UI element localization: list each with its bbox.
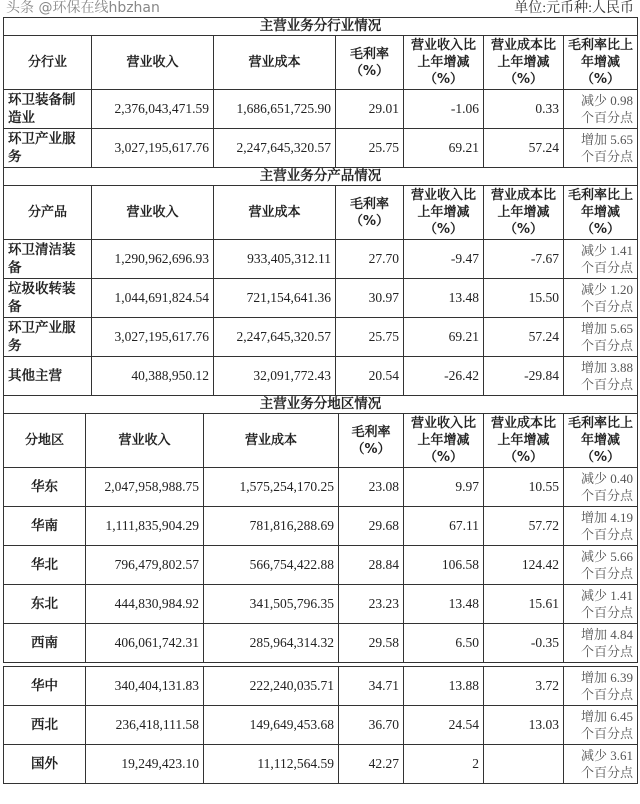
- revenue-cell: 3,027,195,617.76: [92, 318, 214, 357]
- column-header: 营业收入: [86, 414, 204, 468]
- revenue-cell: 236,418,111.58: [86, 706, 204, 745]
- cost-change-cell: 57.72: [484, 507, 564, 546]
- cost-change-cell: 124.42: [484, 546, 564, 585]
- margin-change-cell: 减少 5.66 个百分点: [564, 546, 638, 585]
- revenue-cell: 2,047,958,988.75: [86, 468, 204, 507]
- table-row: [4, 706, 638, 745]
- category-cell: 其他主营: [4, 357, 92, 396]
- revenue-cell: 444,830,984.92: [86, 585, 204, 624]
- column-header: 营业收入: [92, 186, 214, 240]
- revenue-cell: 40,388,950.12: [92, 357, 214, 396]
- cost-cell: 566,754,422.88: [204, 546, 339, 585]
- table-region: [3, 395, 638, 663]
- revenue-cell: 3,027,195,617.76: [92, 129, 214, 168]
- cost-cell: 933,405,312.11: [214, 240, 336, 279]
- gross-margin-cell: 29.01: [336, 90, 404, 129]
- cost-change-cell: 0.33: [484, 90, 564, 129]
- category-cell: 垃圾收转装备: [4, 279, 92, 318]
- category-cell: 西南: [4, 624, 86, 663]
- column-header: 营业成本: [214, 186, 336, 240]
- column-header: 营业收入比上年增减（%）: [404, 414, 484, 468]
- table-row: [4, 357, 638, 396]
- cost-cell: 1,575,254,170.25: [204, 468, 339, 507]
- column-header: 营业成本: [214, 36, 336, 90]
- category-cell: 东北: [4, 585, 86, 624]
- margin-change-cell: 减少 0.98 个百分点: [564, 90, 638, 129]
- gross-margin-cell: 25.75: [336, 129, 404, 168]
- revenue-change-cell: 13.88: [404, 667, 484, 706]
- table-row: [4, 468, 638, 507]
- cost-cell: 222,240,035.71: [204, 667, 339, 706]
- table-row: [4, 546, 638, 585]
- revenue-cell: 1,044,691,824.54: [92, 279, 214, 318]
- revenue-cell: 406,061,742.31: [86, 624, 204, 663]
- cost-cell: 2,247,645,320.57: [214, 318, 336, 357]
- revenue-change-cell: 24.54: [404, 706, 484, 745]
- section-title: 主营业务分产品情况: [4, 168, 638, 186]
- tables-container: [3, 18, 637, 784]
- column-header: 毛利率（%）: [336, 36, 404, 90]
- category-cell: 国外: [4, 745, 86, 784]
- watermark: 头条 @环保在线hbzhan: [6, 0, 160, 16]
- table-row: [4, 585, 638, 624]
- gross-margin-cell: 29.58: [339, 624, 404, 663]
- revenue-change-cell: 9.97: [404, 468, 484, 507]
- column-header: 营业成本比上年增减（%）: [484, 414, 564, 468]
- revenue-change-cell: 13.48: [404, 585, 484, 624]
- column-header: 毛利率（%）: [336, 186, 404, 240]
- margin-change-cell: 减少 1.20 个百分点: [564, 279, 638, 318]
- revenue-cell: 1,290,962,696.93: [92, 240, 214, 279]
- revenue-cell: 1,111,835,904.29: [86, 507, 204, 546]
- column-header: 营业收入比上年增减（%）: [404, 186, 484, 240]
- margin-change-cell: 增加 5.65 个百分点: [564, 129, 638, 168]
- table-row: [4, 318, 638, 357]
- revenue-change-cell: 2: [404, 745, 484, 784]
- revenue-change-cell: 106.58: [404, 546, 484, 585]
- cost-cell: 149,649,453.68: [204, 706, 339, 745]
- gross-margin-cell: 29.68: [339, 507, 404, 546]
- table-row: [4, 240, 638, 279]
- cost-change-cell: 15.50: [484, 279, 564, 318]
- cost-cell: 341,505,796.35: [204, 585, 339, 624]
- category-cell: 环卫产业服务: [4, 129, 92, 168]
- margin-change-cell: 增加 6.39 个百分点: [564, 667, 638, 706]
- revenue-cell: 796,479,802.57: [86, 546, 204, 585]
- cost-cell: 32,091,772.43: [214, 357, 336, 396]
- category-cell: 环卫产业服务: [4, 318, 92, 357]
- revenue-cell: 19,249,423.10: [86, 745, 204, 784]
- column-header: 毛利率（%）: [339, 414, 404, 468]
- margin-change-cell: 减少 1.41 个百分点: [564, 585, 638, 624]
- gross-margin-cell: 30.97: [336, 279, 404, 318]
- cost-change-cell: 57.24: [484, 318, 564, 357]
- revenue-change-cell: -9.47: [404, 240, 484, 279]
- table-row: [4, 279, 638, 318]
- margin-change-cell: 减少 1.41 个百分点: [564, 240, 638, 279]
- gross-margin-cell: 25.75: [336, 318, 404, 357]
- column-header: 分地区: [4, 414, 86, 468]
- gross-margin-cell: 34.71: [339, 667, 404, 706]
- margin-change-cell: 增加 6.45 个百分点: [564, 706, 638, 745]
- table-row: [4, 507, 638, 546]
- cost-change-cell: -29.84: [484, 357, 564, 396]
- gross-margin-cell: 23.23: [339, 585, 404, 624]
- column-header: 营业成本: [204, 414, 339, 468]
- gross-margin-cell: 20.54: [336, 357, 404, 396]
- revenue-change-cell: 67.11: [404, 507, 484, 546]
- table-row: [4, 624, 638, 663]
- cost-change-cell: 3.72: [484, 667, 564, 706]
- revenue-change-cell: 69.21: [404, 318, 484, 357]
- column-header: 毛利率比上年增减（%）: [564, 414, 638, 468]
- cost-cell: 1,686,651,725.90: [214, 90, 336, 129]
- table-row: [4, 667, 638, 706]
- column-header: 营业收入: [92, 36, 214, 90]
- column-header: 毛利率比上年增减（%）: [564, 186, 638, 240]
- category-cell: 华南: [4, 507, 86, 546]
- cost-cell: 721,154,641.36: [214, 279, 336, 318]
- category-cell: 华北: [4, 546, 86, 585]
- category-cell: 华中: [4, 667, 86, 706]
- margin-change-cell: 增加 5.65 个百分点: [564, 318, 638, 357]
- revenue-cell: 2,376,043,471.59: [92, 90, 214, 129]
- cost-cell: 781,816,288.69: [204, 507, 339, 546]
- cost-cell: 2,247,645,320.57: [214, 129, 336, 168]
- section-title: 主营业务分地区情况: [4, 396, 638, 414]
- table-region-cont: [3, 666, 638, 784]
- cost-cell: 11,112,564.59: [204, 745, 339, 784]
- category-cell: 环卫清洁装备: [4, 240, 92, 279]
- gross-margin-cell: 36.70: [339, 706, 404, 745]
- gross-margin-cell: 27.70: [336, 240, 404, 279]
- revenue-change-cell: 6.50: [404, 624, 484, 663]
- column-header: 营业成本比上年增减（%）: [484, 186, 564, 240]
- margin-change-cell: 增加 3.88 个百分点: [564, 357, 638, 396]
- cost-cell: 285,964,314.32: [204, 624, 339, 663]
- cost-change-cell: 57.24: [484, 129, 564, 168]
- margin-change-cell: 减少 0.40 个百分点: [564, 468, 638, 507]
- cost-change-cell: -0.35: [484, 624, 564, 663]
- category-cell: 环卫装备制造业: [4, 90, 92, 129]
- margin-change-cell: 减少 3.61 个百分点: [564, 745, 638, 784]
- gross-margin-cell: 42.27: [339, 745, 404, 784]
- column-header: 营业收入比上年增减（%）: [404, 36, 484, 90]
- section-title: 主营业务分行业情况: [4, 18, 638, 36]
- table-industry: [3, 17, 638, 168]
- column-header: 营业成本比上年增减（%）: [484, 36, 564, 90]
- table-row: [4, 90, 638, 129]
- column-header: 分行业: [4, 36, 92, 90]
- table-row: [4, 129, 638, 168]
- category-cell: 西北: [4, 706, 86, 745]
- gross-margin-cell: 28.84: [339, 546, 404, 585]
- column-header: 毛利率比上年增减（%）: [564, 36, 638, 90]
- cost-change-cell: 13.03: [484, 706, 564, 745]
- revenue-cell: 340,404,131.83: [86, 667, 204, 706]
- revenue-change-cell: 13.48: [404, 279, 484, 318]
- cost-change-cell: [484, 745, 564, 784]
- category-cell: 华东: [4, 468, 86, 507]
- gross-margin-cell: 23.08: [339, 468, 404, 507]
- revenue-change-cell: -1.06: [404, 90, 484, 129]
- margin-change-cell: 增加 4.84 个百分点: [564, 624, 638, 663]
- column-header: 分产品: [4, 186, 92, 240]
- table-product: [3, 167, 638, 396]
- revenue-change-cell: 69.21: [404, 129, 484, 168]
- revenue-change-cell: -26.42: [404, 357, 484, 396]
- margin-change-cell: 增加 4.19 个百分点: [564, 507, 638, 546]
- table-row: [4, 745, 638, 784]
- cost-change-cell: 15.61: [484, 585, 564, 624]
- cost-change-cell: -7.67: [484, 240, 564, 279]
- unit-label: 单位:元币种:人民币: [514, 1, 634, 16]
- cost-change-cell: 10.55: [484, 468, 564, 507]
